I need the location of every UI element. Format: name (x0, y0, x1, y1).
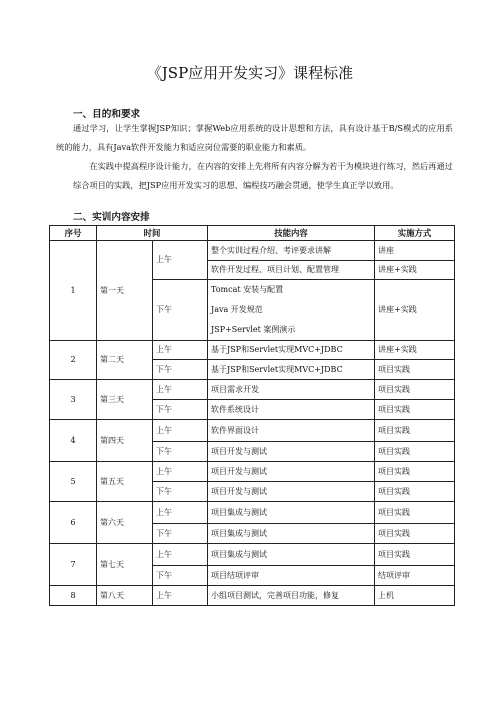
row-content: 软件开发过程、项目计划、配置管理 (208, 261, 375, 280)
row-method: 项目实践 (375, 400, 455, 420)
row-number: 2 (50, 341, 97, 380)
row-content: 软件系统设计 (208, 400, 375, 420)
row-content: 项目集成与测试 (208, 524, 375, 544)
row-day: 第七天 (97, 544, 153, 586)
paragraph-practice: 在实践中提高程序设计能力，在内容的安排上先将所有内容分解为若干为模块进行练习，然后再通过综合项目的实践，把JSP应用开发实习的思想、编程技巧融会贯通，使学生真正学以致用。 (73, 161, 453, 190)
row-period: 上午 (153, 586, 208, 606)
document-title: 《JSP应用开发实习》课程标准 (146, 64, 354, 82)
table-row (50, 544, 455, 566)
table-header-row (50, 226, 455, 241)
row-period: 下午 (153, 360, 208, 380)
row-period: 上午 (153, 544, 208, 566)
row-period: 上午 (153, 502, 208, 524)
content-line: Tomcat 安装与配置 (211, 285, 284, 294)
row-method: 项目实践 (375, 442, 455, 462)
row-period: 上午 (153, 241, 208, 280)
row-content (208, 280, 375, 341)
row-content: 整个实训过程介绍、考评要求讲解 (208, 241, 375, 261)
row-content: 基于JSP和Servlet实现MVC+JDBC (208, 341, 375, 360)
row-day: 第一天 (97, 241, 153, 341)
row-method: 项目实践 (375, 380, 455, 400)
row-method: 项目实践 (375, 544, 455, 566)
col-header-content: 技能内容 (208, 226, 375, 241)
row-method: 项目实践 (375, 482, 455, 502)
row-method: 项目实践 (375, 360, 455, 380)
row-method: 讲座 (375, 241, 455, 261)
row-day: 第八天 (97, 586, 153, 606)
row-content: 项目集成与测试 (208, 544, 375, 566)
col-header-method: 实施方式 (375, 226, 455, 241)
row-content: 小组项目测试，完善项目功能，修复 (208, 586, 375, 606)
row-period: 下午 (153, 482, 208, 502)
row-method: 讲座+实践 (375, 280, 455, 341)
table-row (50, 380, 455, 400)
row-period: 上午 (153, 341, 208, 360)
section-heading-goals: 一、目的和要求 (73, 109, 141, 120)
section-heading-schedule: 二、实训内容安排 (73, 212, 150, 223)
table-row (50, 502, 455, 524)
row-day: 第四天 (97, 420, 153, 462)
row-number: 8 (50, 586, 97, 606)
table-row (50, 341, 455, 360)
row-period: 下午 (153, 524, 208, 544)
row-number: 1 (50, 241, 97, 341)
row-day: 第五天 (97, 462, 153, 502)
row-method: 讲座+实践 (375, 341, 455, 360)
row-content: 项目开发与测试 (208, 442, 375, 462)
content-line: JSP+Servlet 案例演示 (211, 325, 296, 334)
row-content: 项目开发与测试 (208, 482, 375, 502)
row-content: 项目集成与测试 (208, 502, 375, 524)
row-method: 项目实践 (375, 420, 455, 442)
row-method: 讲座+实践 (375, 261, 455, 280)
row-method: 项目实践 (375, 502, 455, 524)
row-period: 下午 (153, 400, 208, 420)
row-period: 上午 (153, 462, 208, 482)
content-line: Java 开发规范 (211, 305, 263, 314)
row-number: 4 (50, 420, 97, 462)
row-method: 结项评审 (375, 566, 455, 586)
row-period: 上午 (153, 380, 208, 400)
row-method: 项目实践 (375, 462, 455, 482)
row-number: 7 (50, 544, 97, 586)
row-content: 项目结项评审 (208, 566, 375, 586)
row-period: 下午 (153, 280, 208, 341)
row-method: 项目实践 (375, 524, 455, 544)
row-period: 上午 (153, 420, 208, 442)
col-header-time: 时间 (97, 226, 208, 241)
row-period: 下午 (153, 442, 208, 462)
row-content: 基于JSP和Servlet实现MVC+JDBC (208, 360, 375, 380)
row-content: 项目需求开发 (208, 380, 375, 400)
row-number: 5 (50, 462, 97, 502)
row-method: 上机 (375, 586, 455, 606)
table-row (50, 241, 455, 261)
row-day: 第二天 (97, 341, 153, 380)
row-content: 软件界面设计 (208, 420, 375, 442)
row-number: 3 (50, 380, 97, 420)
row-day: 第三天 (97, 380, 153, 420)
schedule-table (49, 225, 455, 606)
table-row (50, 586, 455, 606)
table-row (50, 420, 455, 442)
row-period: 下午 (153, 566, 208, 586)
table-row (50, 462, 455, 482)
row-day: 第六天 (97, 502, 153, 544)
row-content: 项目开发与测试 (208, 462, 375, 482)
col-header-no: 序号 (50, 226, 97, 241)
row-number: 6 (50, 502, 97, 544)
paragraph-goals: 通过学习，让学生掌握JSP知识；掌握Web应用系统的设计思想和方法，具有设计基于B/S模式的应用系统的能力，具有Java软件开发能力和适应岗位需要的职业能力和素质。 (56, 123, 453, 152)
